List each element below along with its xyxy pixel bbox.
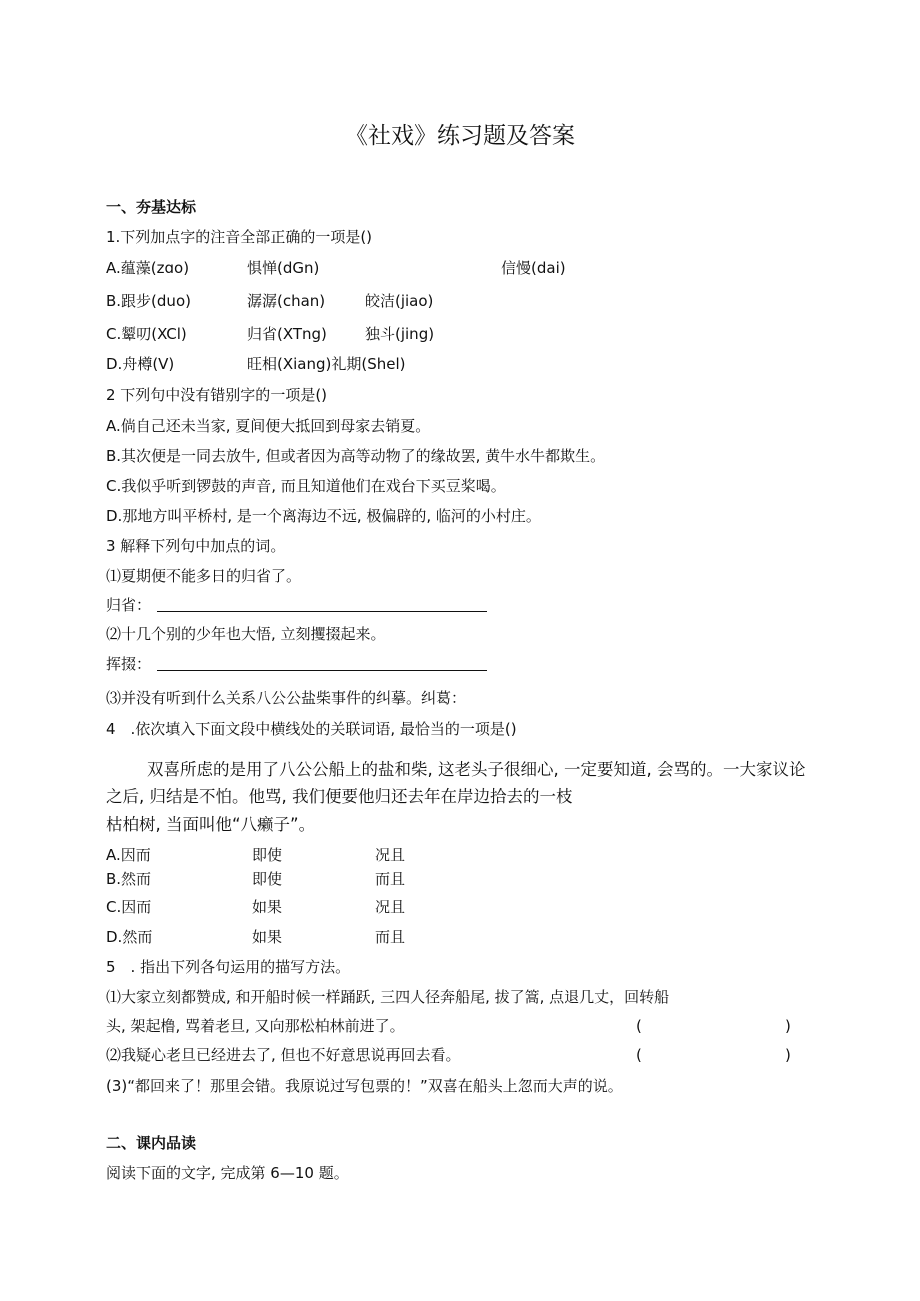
q1-option-b-2: 潺潺(chan) — [247, 292, 326, 310]
q4-option-d-1: D.然而 — [106, 928, 153, 946]
q3-answer-label-1: 归省： — [106, 596, 152, 614]
q5-answer-paren-open-2: ( — [636, 1046, 642, 1064]
q4-option-a-2: 即使 — [252, 846, 283, 864]
q1-option-d-1: D.舟樽(V) — [106, 355, 175, 373]
q1-stem: 1.下列加点字的注音全部正确的一项是() — [106, 228, 373, 246]
q1-option-b-1: B.跟步(duo) — [106, 292, 191, 310]
q1-option-d-2: 旺相(Xiang)礼期(Shel) — [247, 355, 406, 373]
q5-sentence-2: ⑵我疑心老旦已经进去了, 但也不好意思说再回去看。 — [106, 1046, 461, 1064]
q4-option-c-2: 如果 — [252, 898, 283, 916]
q1-option-c-3: 独斗(jing) — [365, 325, 435, 343]
page-title: 《社戏》练习题及答案 — [345, 123, 575, 149]
q1-option-b-3: 皎洁(jiao) — [365, 292, 434, 310]
q3-sentence-2: ⑵十几个别的少年也大悟, 立刻攫掇起来。 — [106, 625, 386, 643]
q2-option-a: A.倘自己还未当家, 夏间便大抵回到母家去销夏。 — [106, 417, 431, 435]
q4-passage-line-2: 之后, 归结是不怕。他骂, 我们便要他归还去年在岸边拾去的一枝 — [106, 787, 573, 806]
q2-option-c: C.我似乎听到锣鼓的声音, 而且知道他们在戏台下买豆桨喝。 — [106, 477, 506, 495]
q5-stem: 5 . 指出下列各句运用的描写方法。 — [106, 958, 351, 976]
q4-option-d-3: 而且 — [375, 928, 406, 946]
section-heading-1: 一、夯基达标 — [106, 198, 197, 216]
q2-stem: 2 下列句中没有错别字的一项是() — [106, 386, 328, 404]
q4-option-a-3: 况且 — [375, 846, 406, 864]
q5-answer-paren-close-1: ) — [785, 1017, 791, 1035]
q5-sentence-1-line-1: ⑴大家立刻都赞成, 和开船时候一样踊跃, 三四人径奔船尾, 拔了篙, 点退几丈，回转船 — [106, 988, 670, 1006]
q4-option-b-2: 即使 — [252, 870, 283, 888]
q3-answer-line-1[interactable] — [157, 611, 487, 612]
q4-passage-line-3: 枯柏树, 当面叫他“八癞子”。 — [106, 815, 316, 834]
q3-stem: 3 解释下列句中加点的词。 — [106, 537, 286, 555]
q1-option-c-1: C.颦叨(XCl) — [106, 325, 187, 343]
q2-option-b: B.其次便是一同去放牛, 但或者因为高等动物了的缘故罢, 黄牛水牛都欺生。 — [106, 447, 606, 465]
q4-option-b-1: B.然而 — [106, 870, 152, 888]
section-2-intro: 阅读下面的文字, 完成第 6—10 题。 — [106, 1164, 349, 1182]
q4-stem: 4 .依次填入下面文段中横线处的关联词语, 最恰当的一项是() — [106, 720, 517, 738]
q5-answer-paren-close-2: ) — [785, 1046, 791, 1064]
q4-option-c-1: C.因而 — [106, 898, 152, 916]
q1-option-c-2: 归省(XTng) — [247, 325, 327, 343]
q2-option-d: D.那地方叫平桥村, 是一个离海边不远, 极偏辟的, 临河的小村庄。 — [106, 507, 541, 525]
q4-passage-line-1: 双喜所虑的是用了八公公船上的盐和柴, 这老头子很细心, 一定要知道, 会骂的。一大家议论 — [147, 760, 806, 779]
q3-sentence-3: ⑶并没有听到什么关系八公公盐柴事件的纠摹。纠葛： — [106, 689, 467, 707]
q1-option-a-3: 信慢(dai) — [501, 259, 566, 277]
section-heading-2: 二、课内品读 — [106, 1134, 197, 1152]
q5-sentence-1-line-2: 头, 架起橹, 骂着老旦, 又向那松柏林前进了。 — [106, 1017, 405, 1035]
q5-sentence-3: (3)“都回来了！那里会错。我原说过写包票的！”双喜在船头上忽而大声的说。 — [106, 1077, 623, 1095]
q3-answer-label-2: 挥掇： — [106, 655, 152, 673]
q3-answer-line-2[interactable] — [157, 670, 487, 671]
q1-option-a-2: 惧惮(dGn) — [247, 259, 320, 277]
q1-option-a-1: A.蕴藻(zɑo) — [106, 259, 190, 277]
q5-answer-paren-open-1: ( — [636, 1017, 642, 1035]
q4-option-b-3: 而且 — [375, 870, 406, 888]
q4-option-a-1: A.因而 — [106, 846, 151, 864]
q4-option-d-2: 如果 — [252, 928, 283, 946]
q3-sentence-1: ⑴夏期便不能多日的归省了。 — [106, 567, 302, 585]
q4-option-c-3: 况且 — [375, 898, 406, 916]
